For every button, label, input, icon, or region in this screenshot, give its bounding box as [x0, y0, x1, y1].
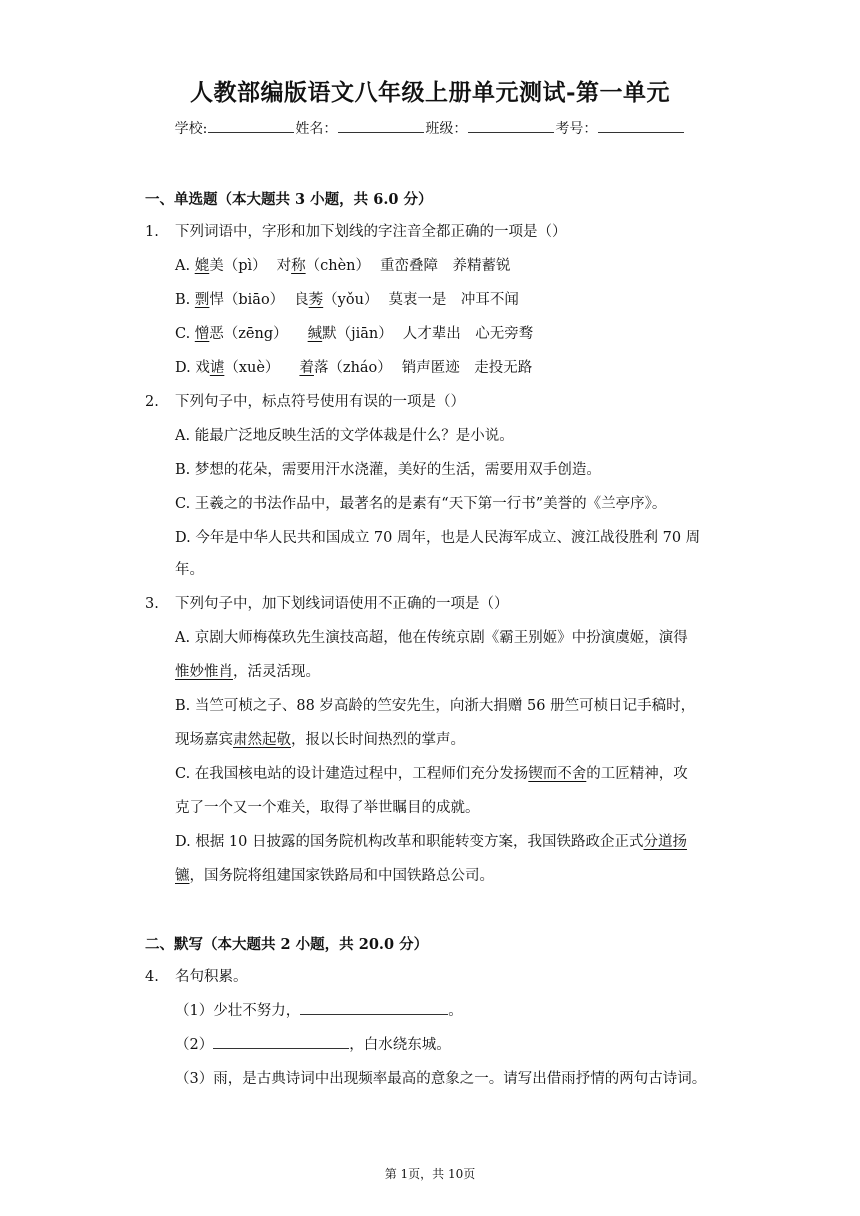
question-number: 1. — [145, 224, 159, 240]
question-number: 2. — [145, 394, 159, 410]
q4-subquestion-2: （2） ，白水绕东城。 — [175, 1033, 451, 1054]
question-stem: 下列句子中，标点符号使用有误的一项是（） — [175, 394, 465, 410]
name-blank[interactable] — [338, 118, 424, 133]
q2-option-c[interactable]: C. 王羲之的书法作品中，最著名的是素有“天下第一行书”美誉的《兰亭序》。 — [175, 496, 667, 512]
q3-option-c-continued: 克了一个又一个难关，取得了举世瞩目的成就。 — [175, 800, 480, 816]
answer-blank[interactable] — [300, 1000, 448, 1015]
q4-subquestion-1: （1）少壮不努力， 。 — [175, 999, 463, 1020]
q1-option-b[interactable]: B. 剽悍（biāo） 良莠（yǒu） 莫衷一是 冲耳不闻 — [175, 292, 519, 308]
question-1 — [145, 220, 567, 241]
q2-option-d[interactable]: D. 今年是中华人民共和国成立 70 周年，也是人民海军成立、渡江战役胜利 70 周 — [175, 530, 701, 546]
question-3 — [145, 592, 509, 613]
class-blank[interactable] — [468, 118, 554, 133]
section-heading: 一、单选题（本大题共 3 小题，共 6.0 分） — [145, 191, 433, 208]
q3-option-a[interactable]: A. 京剧大师梅葆玖先生演技高超，他在传统京剧《霸王别姬》中扮演虞姬，演得 — [175, 630, 688, 646]
q3-option-b[interactable]: B. 当竺可桢之子、88 岁高龄的竺安先生，向浙大捐赠 56 册竺可桢日记手稿时， — [175, 698, 696, 714]
question-4 — [145, 965, 248, 986]
q3-option-b-continued: 现场嘉宾肃然起敬，报以长时间热烈的掌声。 — [175, 732, 465, 748]
exam-number-label: 考号： — [555, 121, 598, 137]
q1-option-d[interactable]: D. 戏谑（xuè） 着落（zháo） 销声匿迹 走投无路 — [175, 360, 533, 376]
q3-option-c[interactable]: C. 在我国核电站的设计建造过程中，工程师们充分发扬锲而不舍的工匠精神，攻 — [175, 766, 688, 782]
school-blank[interactable] — [208, 118, 294, 133]
question-number: 4. — [145, 969, 159, 985]
q2-option-a[interactable]: A. 能最广泛地反映生活的文学体裁是什么？是小说。 — [175, 428, 514, 444]
q1-option-c[interactable]: C. 憎恶（zēng） 缄默（jiān） 人才辈出 心无旁骛 — [175, 326, 534, 342]
document-title: 人教部编版语文八年级上册单元测试-第一单元 — [189, 79, 671, 106]
q2-option-d-continued: 年。 — [175, 562, 204, 578]
question-number: 3. — [145, 596, 159, 612]
page-footer: 第 1页，共 10页 — [384, 1167, 476, 1181]
question-stem: 下列句子中，加下划线词语使用不正确的一项是（） — [175, 596, 509, 612]
school-label: 学校: — [174, 121, 208, 137]
q1-option-a[interactable]: A. 媲美（pì） 对称（chèn） 重峦叠障 养精蓄锐 — [175, 258, 511, 274]
answer-blank[interactable] — [213, 1034, 349, 1049]
class-label: 班级： — [425, 121, 468, 137]
name-label: 姓名： — [295, 121, 338, 137]
section-heading: 二、默写（本大题共 2 小题，共 20.0 分） — [145, 936, 429, 953]
question-stem: 名句积累。 — [175, 969, 248, 985]
q2-option-b[interactable]: B. 梦想的花朵，需要用汗水浇灌，美好的生活，需要用双手创造。 — [175, 462, 601, 478]
student-info-line — [0, 118, 860, 138]
question-stem: 下列词语中，字形和加下划线的字注音全都正确的一项是（） — [175, 224, 567, 240]
question-2 — [145, 390, 465, 411]
q3-option-d-continued: 镳，国务院将组建国家铁路局和中国铁路总公司。 — [175, 868, 494, 884]
q3-option-a-continued: 惟妙惟肖，活灵活现。 — [175, 664, 320, 680]
q4-subquestion-3: （3）雨，是古典诗词中出现频率最高的意象之一。请写出借雨抒情的两句古诗词。 — [175, 1071, 707, 1087]
exam-number-blank[interactable] — [598, 118, 684, 133]
q3-option-d[interactable]: D. 根据 10 日披露的国务院机构改革和职能转变方案，我国铁路政企正式分道扬 — [175, 834, 687, 850]
